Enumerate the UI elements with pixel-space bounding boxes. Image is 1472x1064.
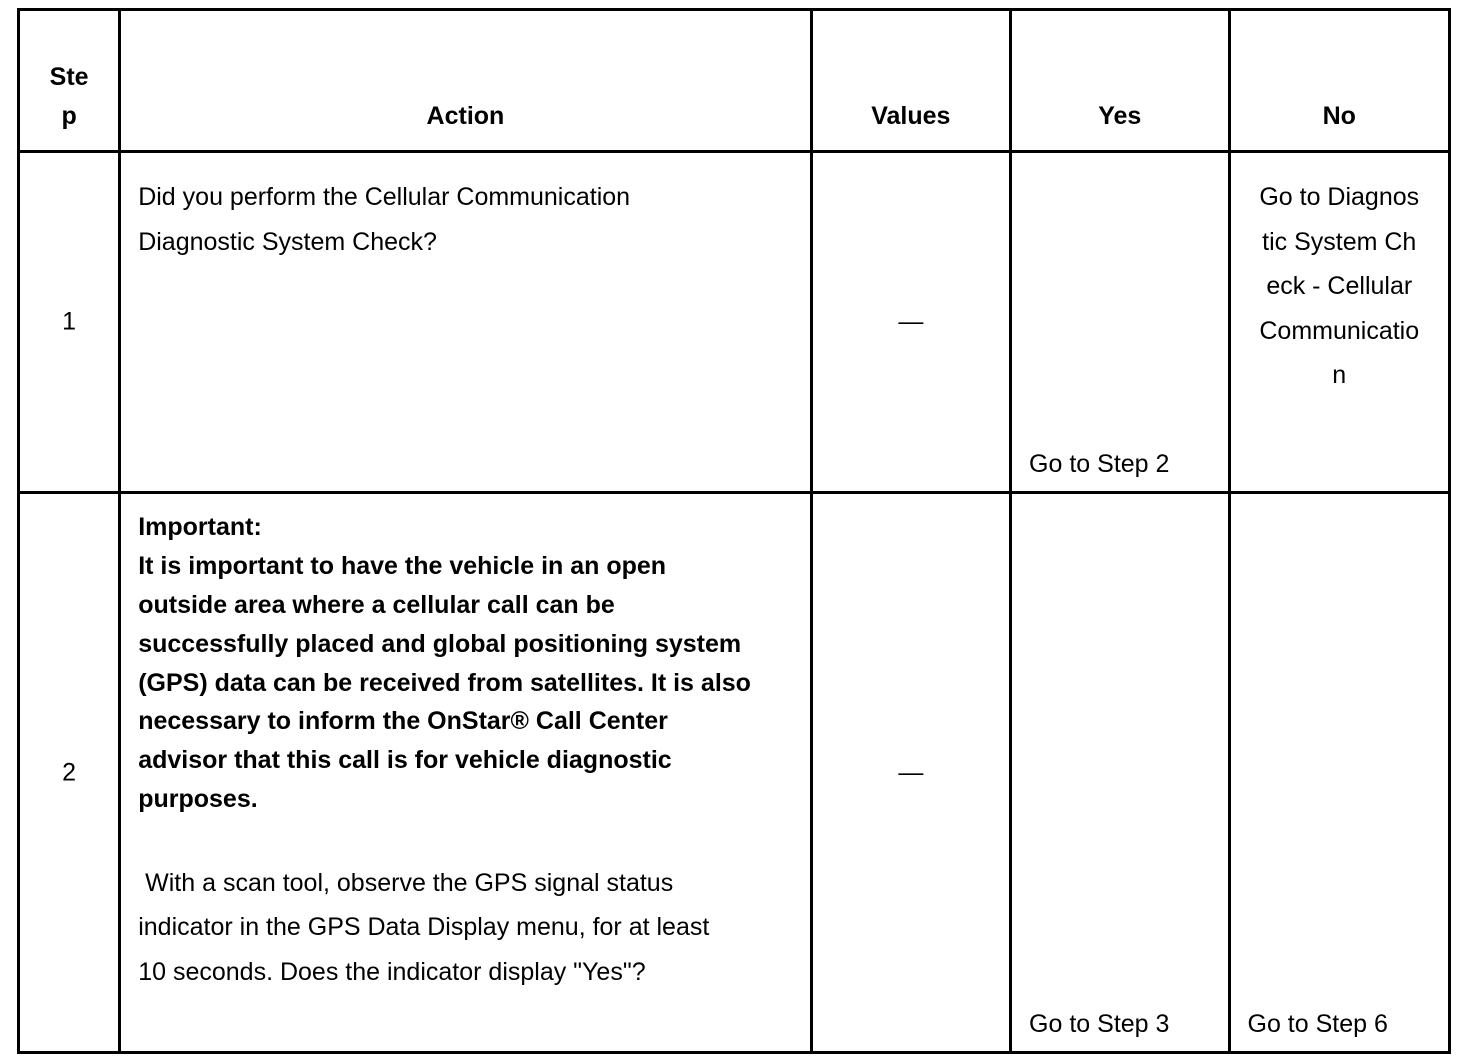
- table-row: [19, 152, 1450, 493]
- diagnostic-table: [17, 8, 1451, 1054]
- table-header-row: [19, 10, 1450, 152]
- step-cell: [19, 152, 120, 493]
- header-step-label: Step: [49, 63, 89, 131]
- no-link[interactable]: Go to Diagnostic System Check - Cellular Communication: [1259, 183, 1420, 390]
- header-action-label: Action: [426, 102, 505, 131]
- step-number: 1: [62, 307, 77, 336]
- no-link[interactable]: Go to Step 6: [1247, 1010, 1388, 1038]
- header-yes-label: Yes: [1098, 102, 1142, 131]
- important-text: It is important to have the vehicle in an open outside area where a cellular call can be successfully placed and global positioning system (GPS) data can be received from satellites. It is also necessary to inform the OnStar® Call Center advisor that this call is for vehicle diagnostic purposes.: [138, 552, 751, 813]
- action-text: With a scan tool, observe the GPS signal status indicator in the GPS Data Display menu, for at least 10 seconds. Does the indicator display "Yes"?: [138, 868, 717, 986]
- table-row: [19, 493, 1450, 1053]
- step-number: 2: [62, 758, 77, 787]
- important-note: [121, 494, 774, 818]
- yes-cell: [1011, 493, 1229, 1053]
- action-cell: [120, 152, 811, 493]
- values-text: —: [898, 758, 924, 787]
- yes-link[interactable]: Go to Step 3: [1029, 1010, 1170, 1038]
- action-cell: [120, 493, 811, 1053]
- header-no: [1229, 10, 1450, 152]
- header-yes: [1011, 10, 1229, 152]
- action-text: Did you perform the Cellular Communication Diagnostic System Check?: [138, 183, 631, 256]
- header-values-label: Values: [871, 102, 951, 131]
- header-no-label: No: [1322, 102, 1356, 131]
- no-cell: [1229, 493, 1450, 1053]
- header-step: [19, 10, 120, 152]
- values-text: —: [898, 307, 924, 336]
- no-cell: [1229, 152, 1450, 493]
- important-label: Important:: [138, 513, 262, 542]
- values-cell: [811, 493, 1010, 1053]
- values-cell: [811, 152, 1010, 493]
- header-action: [120, 10, 811, 152]
- step-cell: [19, 493, 120, 1053]
- yes-cell: [1011, 152, 1229, 493]
- yes-link[interactable]: Go to Step 2: [1029, 450, 1170, 479]
- header-values: [811, 10, 1010, 152]
